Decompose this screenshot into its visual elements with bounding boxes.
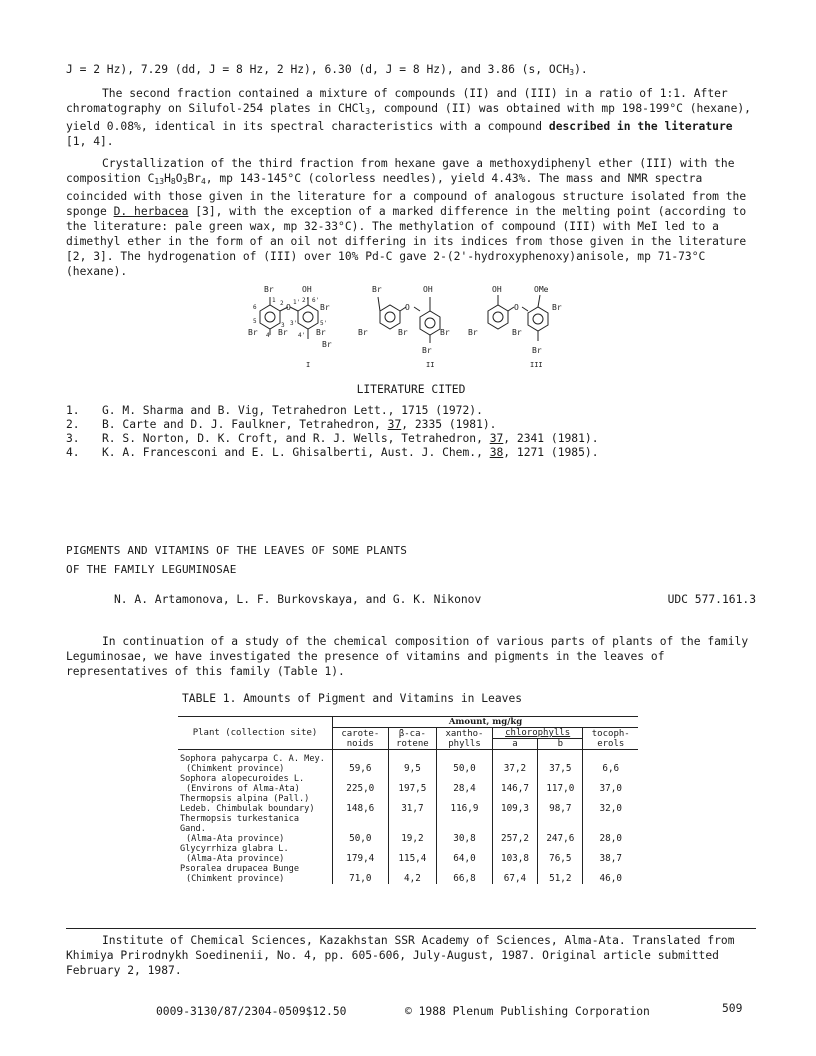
ring-number: 5' (320, 320, 328, 327)
pigments-table (178, 716, 638, 884)
table-cell: 179,4 (333, 844, 389, 864)
col-chlorophyll-a: a (492, 739, 537, 750)
table-cell: 37,5 (538, 750, 583, 775)
atom-br: Br (372, 285, 382, 294)
ring-number: 2 (280, 300, 284, 307)
ring-number: 6 (253, 304, 257, 311)
atom-o: O (405, 303, 410, 312)
atom-oh: OH (302, 285, 312, 294)
atom-br: Br (422, 346, 432, 355)
atom-br: Br (398, 328, 408, 337)
atom-br: Br (248, 328, 258, 337)
table-cell: 46,0 (583, 864, 638, 884)
table-cell: 116,9 (437, 794, 493, 814)
col-carotenoids: carote- noids (333, 728, 389, 750)
table-row (178, 844, 638, 864)
col-tocopherols: tocoph- erols (583, 728, 638, 750)
table-cell: 103,8 (492, 844, 537, 864)
reference-item: 4. K. A. Francesconi and E. L. Ghisalberti, Aust. J. Chem., 38, 1271 (1985). (66, 446, 599, 459)
plant-header: Plant (collection site) (178, 717, 333, 750)
plant-name: Glycyrrhiza glabra L. (180, 844, 289, 854)
atom-o: O (514, 303, 519, 312)
ring-number: 4 (266, 332, 270, 339)
chemical-structures-figure (240, 283, 580, 373)
article-title-line1: PIGMENTS AND VITAMINS OF THE LEAVES OF SOME PLANTS (66, 544, 408, 557)
plant-site: (Environs of Alma-Ata) (186, 784, 300, 794)
plant-site: (Alma-Ata province) (186, 834, 285, 844)
atom-br: Br (264, 285, 274, 294)
footnote: Institute of Chemical Sciences, Kazakhstan SSR Academy of Sciences, Alma-Ata. Translated from Khimiya Prirodnykh Soedinenii, No. 4, pp. 605-606, July-August, 1987. Original article submitted February 2, 1987. (66, 934, 735, 977)
col-chlorophyll-b: b (538, 739, 583, 750)
reference-item: 1. G. M. Sharma and B. Vig, Tetrahedron Lett., 1715 (1972). (66, 404, 483, 417)
copyright: © 1988 Plenum Publishing Corporation (405, 1005, 650, 1018)
paragraph-third-fraction: Crystallization of the third fraction from hexane gave a methoxydiphenyl ether (III) with the composition $C_{13}H_8O_3Br_4$, mp 143-145°C (colorless needles), yield 4.43%. The mass and NMR spectra coincided with those given in the literature for a compound of analogous structure isolated from the sponge D. herbacea [3], with the exception of a marked difference in the melting point (according to the literature: pale green wax, mp 32-33°C). The methylation of compound (III) with MeI led to a dimethyl ether in the form of an oil not differing in its indices from those given in the literature [2, 3]. The hydrogenation of (III) over 10% Pd-C gave 2-(2'-hydroxyphenoxy)anisole, mp 71-73°C (hexane). (66, 157, 753, 278)
amount-header: Amount, mg/kg (333, 717, 639, 728)
table-cell: 19,2 (388, 814, 437, 844)
ring-number: 5 (253, 318, 257, 325)
table-cell: 225,0 (333, 774, 389, 794)
ring-number: 6' (312, 297, 320, 304)
atom-br: Br (316, 328, 326, 337)
atom-o: O (286, 303, 291, 312)
table-cell: 146,7 (492, 774, 537, 794)
atom-br: Br (468, 328, 478, 337)
structure-label-III: III (530, 361, 543, 369)
table-cell: 197,5 (388, 774, 437, 794)
article-title-line2: OF THE FAMILY LEGUMINOSAE (66, 563, 237, 576)
ring-number: 1' (293, 299, 301, 306)
atom-br: Br (322, 340, 332, 349)
structure-label-I: I (306, 361, 311, 369)
table-row (178, 794, 638, 814)
table-cell: 4,2 (388, 864, 437, 884)
atom-br: Br (552, 303, 562, 312)
table-cell: 32,0 (583, 794, 638, 814)
table-cell: 76,5 (538, 844, 583, 864)
table-cell: 98,7 (538, 794, 583, 814)
paragraph-second-fraction: The second fraction contained a mixture of compounds (II) and (III) in a ratio of 1:1. After chromatography on Silufol-254 plates in CHCl$_3$, compound (II) was obtained with mp 198-199°C (hexane), yield 0.08%, identical in its spectral characteristics with a compound described in the literature [1, 4]. (66, 87, 758, 148)
atom-br: Br (512, 328, 522, 337)
table-cell: 67,4 (492, 864, 537, 884)
plant-name: Thermopsis turkestanica Gand. (180, 814, 299, 834)
atom-ome: OMe (534, 285, 549, 294)
plant-site: (Alma-Ata province) (186, 854, 285, 864)
table-cell: 50,0 (437, 750, 493, 775)
table-cell: 51,2 (538, 864, 583, 884)
page-number: 509 (722, 1002, 743, 1015)
atom-br: Br (320, 303, 330, 312)
continued-text-line: J = 2 Hz), 7.29 (dd, J = 8 Hz, 2 Hz), 6.30 (d, J = 8 Hz), and 3.86 (s, $OCH_3$). (66, 63, 588, 77)
table-cell: 28,0 (583, 814, 638, 844)
atom-br: Br (440, 328, 450, 337)
table-cell: 37,2 (492, 750, 537, 775)
ring-number: 2' (302, 297, 310, 304)
col-beta-carotene: β-ca- rotene (388, 728, 437, 750)
reference-item: 3. R. S. Norton, D. K. Croft, and R. J. Wells, Tetrahedron, 37, 2341 (1981). (66, 432, 599, 445)
atom-br: Br (358, 328, 368, 337)
table-cell: 64,0 (437, 844, 493, 864)
atom-br: Br (278, 328, 288, 337)
table-cell: 9,5 (388, 750, 437, 775)
table-cell: 6,6 (583, 750, 638, 775)
table-cell: 109,3 (492, 794, 537, 814)
table-cell: 31,7 (388, 794, 437, 814)
table-cell: 71,0 (333, 864, 389, 884)
ring-number: 3 (281, 322, 285, 329)
table-cell: 37,0 (583, 774, 638, 794)
reference-item: 2. B. Carte and D. J. Faulkner, Tetrahedron, 37, 2335 (1981). (66, 418, 497, 431)
plant-site: (Chimkent province) (186, 764, 285, 774)
table-cell: 257,2 (492, 814, 537, 844)
plant-name: Sophora alopecuroides L. (180, 774, 305, 784)
literature-heading: LITERATURE CITED (356, 383, 466, 396)
table-caption: TABLE 1. Amounts of Pigment and Vitamins in Leaves (182, 692, 523, 705)
col-chlorophylls: chlorophylls (492, 728, 583, 739)
plant-name: Thermopsis alpina (Pall.) Ledeb. Chimbulak boundary) (180, 794, 315, 814)
atom-oh: OH (423, 285, 433, 294)
authors: N. A. Artamonova, L. F. Burkovskaya, and G. K. Nikonov (114, 593, 482, 606)
structure-label-II: II (426, 361, 435, 369)
table-cell: 148,6 (333, 794, 389, 814)
table-row (178, 814, 638, 844)
ring-number: 3' (290, 320, 298, 327)
table-cell: 28,4 (437, 774, 493, 794)
table-cell: 115,4 (388, 844, 437, 864)
table-row (178, 750, 638, 775)
udc-code: UDC 577.161.3 (667, 593, 756, 606)
table-cell: 59,6 (333, 750, 389, 775)
plant-name: Sophora pahycarpa C. A. Mey. (180, 754, 325, 764)
table-cell: 66,8 (437, 864, 493, 884)
article-code: 0009-3130/87/2304-0509$12.50 (156, 1005, 347, 1018)
table-cell: 247,6 (538, 814, 583, 844)
table-cell: 30,8 (437, 814, 493, 844)
footnote-rule (66, 928, 756, 929)
atom-oh: OH (492, 285, 502, 294)
article-intro: In continuation of a study of the chemical composition of various parts of plants of the family Leguminosae, we have investigated the presence of vitamins and pigments in the leaves of representatives of this family (Table 1). (66, 635, 755, 678)
plant-name: Psoralea drupacea Bunge (180, 864, 299, 874)
plant-site: (Chimkent province) (186, 874, 285, 884)
table-cell: 38,7 (583, 844, 638, 864)
authors-line (114, 593, 756, 606)
table-row (178, 774, 638, 794)
table-cell: 50,0 (333, 814, 389, 844)
reference-list (66, 404, 756, 460)
table-row (178, 864, 638, 884)
ring-number: 1 (272, 297, 276, 304)
ring-number: 4' (298, 332, 306, 339)
atom-br: Br (532, 346, 542, 355)
col-xanthophylls: xantho- phylls (437, 728, 493, 750)
table-cell: 117,0 (538, 774, 583, 794)
